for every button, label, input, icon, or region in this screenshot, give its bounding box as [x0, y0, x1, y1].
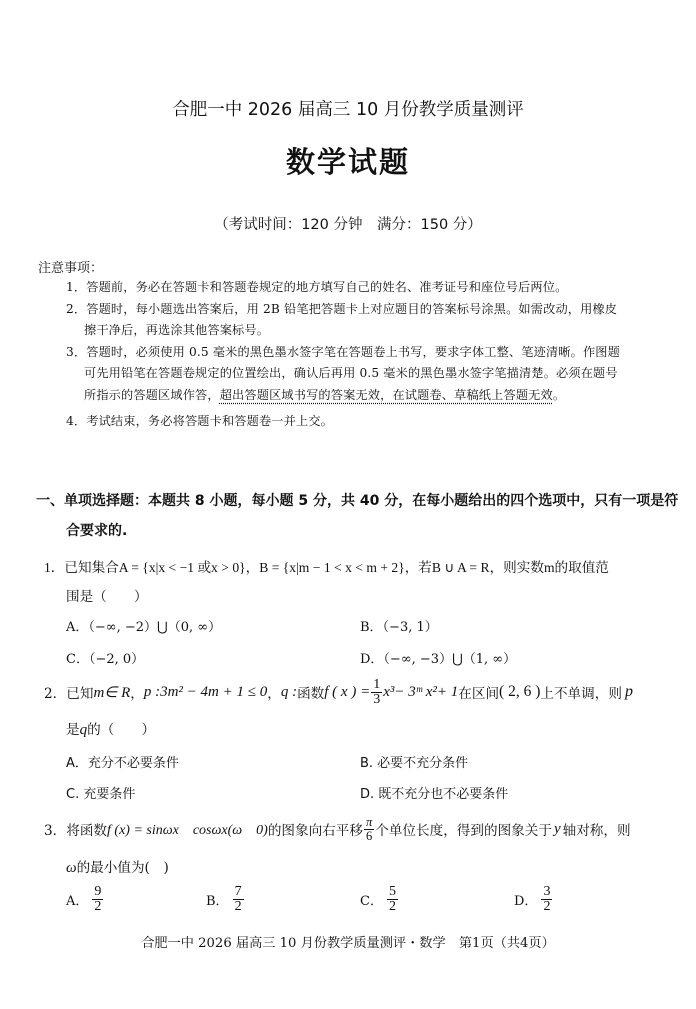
q3-text-1: 3．将函数	[44, 823, 108, 839]
q3-option-a-label: A．	[66, 893, 89, 909]
q2-fraction-num: 1	[373, 676, 381, 692]
note-item-3-text: 所指示的答题区域作答，	[84, 388, 220, 402]
q2-condition-q-label: q :	[280, 683, 298, 700]
q2-option-c: C. 充要条件	[66, 787, 136, 802]
q3-text-y: y	[553, 820, 561, 837]
q1-stem: 1．已知集合A = {x|x < −1 或x > 0}，B = {x|m − 1 < x < m + 2}，若B ∪ A = R，则实数m的取值范	[44, 560, 609, 575]
page-footer: 合肥一中 2026 届高三 10 月份教学质量测评・数学 第1页（共4页）	[141, 936, 555, 951]
q3-option-a-den: 2	[94, 898, 102, 914]
note-item-3-cont2	[84, 386, 565, 403]
q2-text-5: ，	[267, 686, 281, 702]
q3-text-4: 个单位长度，得到的图象关于	[375, 823, 552, 839]
q3-option-b-label: B．	[206, 893, 229, 909]
q3-option-c	[360, 882, 398, 916]
note-item-1: 1．答题前，务必在答题卡和答题卷规定的地方填写自己的姓名、准考证号和座位号后两位。	[66, 280, 568, 294]
q3-option-c-label: C．	[360, 893, 383, 909]
q3-option-d-den: 2	[543, 898, 551, 914]
q3-option-d-num: 3	[543, 883, 551, 899]
q2-function-body: x³− 3ᵐ x²+ 1	[383, 683, 459, 700]
q3-option-b-num: 7	[234, 883, 242, 899]
q3-option-a-frac	[92, 885, 103, 914]
exam-info: （考试时间：120 分钟 满分：150 分）	[214, 217, 482, 233]
q3-option-c-num: 5	[388, 883, 396, 899]
q2-function-f: f ( x ) =	[324, 683, 371, 700]
q1-option-a: A．（−∞, −2）⋃（0, ∞）	[66, 620, 222, 635]
q3-stem	[44, 812, 631, 846]
q2-option-d: D. 既不充分也不必要条件	[360, 787, 509, 802]
note-item-3: 3．答题时，必须使用 0.5 毫米的黑色墨水签字笔在答题卷上书写，要求字体工整、笔迹清晰。作图题	[66, 345, 620, 359]
q2-stem-cont	[66, 718, 155, 739]
subject-title: 数学试题	[285, 147, 410, 179]
q2-fraction	[371, 678, 382, 707]
q2-option-b: B. 必要不充分条件	[360, 756, 469, 771]
note-item-3-emphasis: 超出答题区域书写的答案无效，在试题卷、草稿纸上答题无效	[219, 388, 553, 402]
q3-option-b-den: 2	[234, 898, 242, 914]
note-item-4: 4．考试结束，务必将答题卡和答题卷一并上交。	[66, 414, 333, 428]
q3-option-a-num: 9	[94, 883, 102, 899]
q2-line2-q: q	[79, 722, 88, 738]
q2-fraction-den: 3	[373, 691, 381, 707]
q2-text-p: p	[624, 683, 633, 700]
q1-stem-cont: 围是（ ）	[66, 589, 148, 605]
q3-line2-b: 的最小值为( )	[76, 860, 169, 876]
q3-stem-cont	[66, 856, 169, 877]
note-item-3-cont1: 可先用铅笔在答题卷规定的位置绘出，确认后再用 0.5 毫米的黑色墨水签字笔描清楚。必须在题号	[84, 366, 618, 380]
q2-stem	[44, 676, 633, 708]
q3-fraction-den: 6	[365, 828, 373, 843]
q2-text-12: 上不单调，则	[540, 686, 622, 702]
q3-option-d-frac	[541, 885, 552, 914]
q3-option-d	[514, 882, 552, 916]
q2-line2-a: 是	[66, 722, 80, 738]
notes-heading: 注意事项：	[38, 261, 104, 276]
q3-option-a	[66, 882, 103, 916]
q2-text-3: ，	[130, 686, 144, 702]
q3-text-6: 轴对称，则	[562, 823, 631, 839]
q1-option-d: D．（−∞, −3）⋃（1, ∞）	[360, 652, 517, 667]
q3-option-c-den: 2	[388, 898, 396, 914]
q2-text-1: 2．已知	[44, 686, 94, 702]
q3-option-b	[206, 882, 244, 916]
q1-option-c: C．（−2, 0）	[66, 652, 145, 667]
note-item-2: 2．答题时，每小题选出答案后，用 2B 铅笔把答题卡上对应题目的答案标号涂黑。如需改动，用橡皮	[66, 302, 618, 316]
school-title: 合肥一中 2026 届高三 10 月份教学质量测评	[172, 100, 524, 120]
q2-text-7: 函数	[297, 686, 325, 702]
note-item-3-end: 。	[552, 388, 566, 402]
q3-omega: ω	[66, 860, 77, 876]
q1-option-b: B．（−3, 1）	[360, 620, 438, 635]
q3-text-3: 的图象向右平移	[267, 823, 363, 839]
q3-fraction	[364, 816, 374, 842]
q2-text-10: 在区间	[458, 686, 500, 702]
q2-interval: ( 2, 6 )	[499, 683, 541, 700]
q3-function: f (x) = sinωx cosωx(ω 0)	[107, 823, 268, 838]
q3-option-d-label: D．	[514, 893, 538, 909]
section1-heading: 一、单项选择题：本题共 8 小题，每小题 5 分，共 40 分，在每小题给出的四个选项中，只有一项是符	[36, 493, 679, 509]
q2-text-2: m∈ R	[93, 684, 131, 701]
q3-option-c-frac	[387, 885, 398, 914]
q3-option-b-frac	[233, 885, 244, 914]
q2-condition-p: p :3m² − 4m + 1 ≤ 0	[143, 683, 268, 700]
q2-line2-c: 的（ ）	[87, 722, 156, 738]
section1-heading-cont: 合要求的.	[66, 523, 128, 539]
note-item-2-cont: 擦干净后，再选涂其他答案标号。	[84, 323, 270, 337]
q3-fraction-num: π	[365, 815, 373, 829]
q2-option-a: A．充分不必要条件	[66, 756, 179, 771]
